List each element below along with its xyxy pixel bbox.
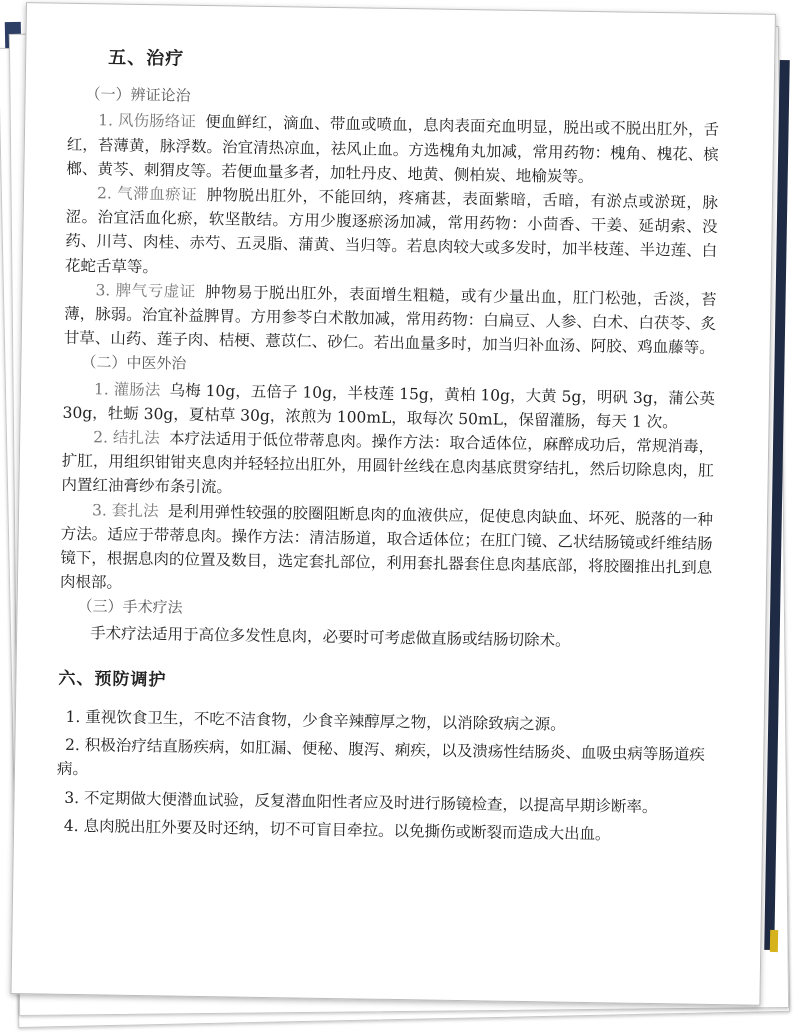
- external-1-text: 乌梅 10g，五倍子 10g，半枝莲 15g，黄柏 10g，大黄 5g，明矾 3g，蒲公英 30g，牡蛎 30g，夏枯草 30g，浓煎为 100mL，取每次 50mL，保留灌肠，每天 1 次。: [62, 381, 716, 432]
- syndrome-2-paragraph: [65, 181, 718, 288]
- syndrome-1-label: 1. 风伤肠络证: [98, 111, 197, 132]
- subsection-1-title: （一）辨证论治: [85, 85, 191, 105]
- syndrome-1-text: 便血鲜红，滴血、带血或喷血，息肉表面充血明显，脱出或不脱出肛外，舌红，苔薄黄，脉浮数。治宜清热凉血，祛风止血。方选槐角丸加减，常用药物：槐角、槐花、槟榔、黄芩、刺猬皮等。若便血量多者，加牡丹皮、地黄、侧柏炭、地榆炭等。: [66, 113, 720, 186]
- surgery-paragraph: 手术疗法适用于高位多发性息肉，必要时可考虑做直肠或结肠切除术。: [90, 623, 571, 650]
- syndrome-3-text: 肿物易于脱出肛外，表面增生粗糙，或有少量出血，肛门松弛，舌淡，苔薄，脉弱。治宜补益脾胃。方用参苓白术散加减，常用药物：白扁豆、人参、白术、白茯苓、炙甘草、山药、莲子肉、桔梗、薏苡仁、砂仁。若出血量多时，加当归补血汤、阿胶、鸡血藤等。: [63, 282, 717, 358]
- syndrome-2-text: 肿物脱出肛外，不能回纳，疼痛甚，表面紫暗，舌暗，有淤点或淤斑，脉涩。治宜活血化瘀，软坚散结。方用少腹逐瘀汤加减，常用药物：小茴香、干姜、延胡索、没药、川芎、肉桂、赤芍、五灵脂、蒲黄、当归等。若息肉较大或多发时，加半枝莲、半边莲、白花蛇舌草等。: [64, 185, 719, 276]
- external-3-paragraph: [60, 497, 713, 604]
- section-5-title: 五、治疗: [108, 47, 185, 70]
- external-2-label: 2. 结扎法: [93, 428, 160, 448]
- external-1-label: 1. 灌肠法: [93, 379, 161, 399]
- subsection-2-title: （二）中医外治: [81, 353, 187, 374]
- spine-label-mark: [770, 930, 778, 952]
- prevention-item-2: 2. 积极治疗结直肠疾病，如肛漏、便秘、腹泻、痢疾，以及溃疡性结肠炎、血吸虫病等肠道疾病。: [56, 736, 705, 779]
- external-2-text: 本疗法适用于低位带蒂息肉。操作方法：取合适体位，麻醉成功后，常规消毒，扩肛，用组织钳钳夹息肉并轻轻拉出肛外，用圆针丝线在息肉基底贯穿结扎，然后切除息肉，肛内置红油膏纱布条引流。: [61, 429, 715, 497]
- external-3-label: 3. 套扎法: [91, 500, 159, 520]
- external-2-paragraph: [61, 425, 714, 508]
- external-3-text: 是利用弹性较强的胶圈阻断息肉的血液供应，促使息肉缺血、坏死、脱落的一种方法。适应于带蒂息肉。操作方法：清洁肠道，取合适体位；在肛门镜、乙状结肠镜或纤维结肠镜下，根据息肉的位置及数目，选定套扎部位，利用套扎器套住息肉基底部，将胶圈推出扎到息肉根部。: [59, 502, 714, 592]
- syndrome-2-label: 2. 气滞血瘀证: [96, 184, 198, 204]
- syndrome-3-label: 3. 脾气亏虚证: [95, 281, 196, 301]
- subsection-3-title: （三）手术疗法: [77, 597, 183, 618]
- section-6-title: 六、预防调护: [58, 668, 167, 691]
- syndrome-3-paragraph: [64, 278, 717, 361]
- prevention-item-1: 1. 重视饮食卫生，不吃不洁食物，少食辛辣醇厚之物，以消除致病之源。: [65, 707, 566, 734]
- prevention-item-4: 4. 息肉脱出肛外要及时还纳，切不可盲目牵拉。以免撕伤或断裂而造成大出血。: [63, 816, 611, 844]
- prevention-item-3: 3. 不定期做大便潜血试验，反复潜血阳性者应及时进行肠镜检查，以提高早期诊断率。: [64, 788, 658, 816]
- syndrome-1-paragraph: [66, 108, 719, 191]
- page-content: [56, 46, 720, 852]
- document-page: [10, 2, 775, 1006]
